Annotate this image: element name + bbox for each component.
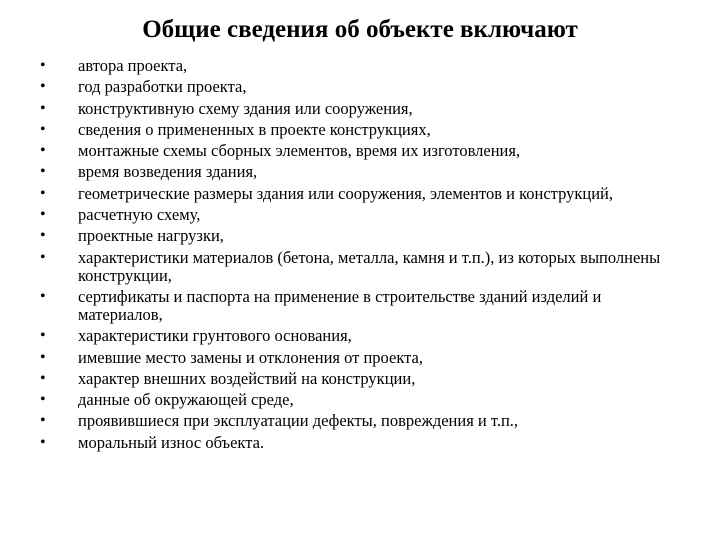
- list-item-text: имевшие место замены и отклонения от проекта,: [78, 347, 423, 367]
- list-item-text: время возведения здания,: [78, 162, 258, 182]
- list-item: [0, 100, 720, 118]
- list-item-text: сертификаты и паспорта на применение в строительстве зданий изделий и материалов,: [78, 286, 602, 324]
- list-item-text: данные об окружающей среде,: [78, 390, 294, 410]
- bullet-icon: •: [40, 248, 46, 266]
- list-item: [0, 434, 720, 452]
- list-item-text: монтажные схемы сборных элементов, время их изготовления,: [78, 141, 521, 161]
- list-item: [0, 185, 720, 203]
- bullet-list: [0, 57, 720, 455]
- list-item: [0, 327, 720, 345]
- list-item-text: конструктивную схему здания или сооружения,: [78, 98, 413, 118]
- list-item: [0, 227, 720, 245]
- list-item-text: год разработки проекта,: [78, 77, 247, 97]
- list-item: [0, 57, 720, 75]
- bullet-icon: •: [40, 287, 46, 305]
- bullet-icon: •: [40, 163, 46, 181]
- list-item-text: характеристики материалов (бетона, металла, камня и т.п.), из которых выполнены конструкции,: [78, 247, 661, 285]
- bullet-icon: •: [40, 348, 46, 366]
- bullet-icon: •: [40, 120, 46, 138]
- list-item-text: автора проекта,: [78, 56, 188, 75]
- list-item: [0, 78, 720, 96]
- list-item-text: расчетную схему,: [78, 205, 201, 225]
- bullet-icon: •: [40, 369, 46, 387]
- bullet-icon: •: [40, 412, 46, 430]
- list-item: [0, 142, 720, 160]
- list-item: [0, 391, 720, 409]
- list-item-text: характер внешних воздействий на конструкции,: [78, 368, 416, 388]
- bullet-icon: •: [40, 433, 46, 451]
- bullet-icon: •: [40, 184, 46, 202]
- bullet-icon: •: [40, 99, 46, 117]
- bullet-icon: •: [40, 206, 46, 224]
- list-item-text: геометрические размеры здания или сооружения, элементов и конструкций,: [78, 183, 613, 203]
- bullet-icon: •: [40, 57, 46, 74]
- bullet-icon: •: [40, 142, 46, 160]
- list-item-text: сведения о примененных в проекте конструкциях,: [78, 119, 431, 139]
- list-item: [0, 370, 720, 388]
- list-item: [0, 349, 720, 367]
- list-item-text: моральный износ объекта.: [78, 432, 265, 452]
- bullet-icon: •: [40, 227, 46, 245]
- bullet-icon: •: [40, 391, 46, 409]
- slide-title: Общие сведения об объекте включают: [142, 16, 578, 43]
- list-item-text: проектные нагрузки,: [78, 226, 224, 246]
- list-item: [0, 249, 720, 285]
- list-item-text: характеристики грунтового основания,: [78, 326, 352, 346]
- list-item-text: проявившиеся при эксплуатации дефекты, повреждения и т.п.,: [78, 411, 519, 431]
- bullet-icon: •: [40, 327, 46, 345]
- list-item: [0, 412, 720, 430]
- list-item: [0, 121, 720, 139]
- list-item: [0, 163, 720, 181]
- list-item: [0, 206, 720, 224]
- list-item: [0, 288, 720, 324]
- bullet-icon: •: [40, 78, 46, 96]
